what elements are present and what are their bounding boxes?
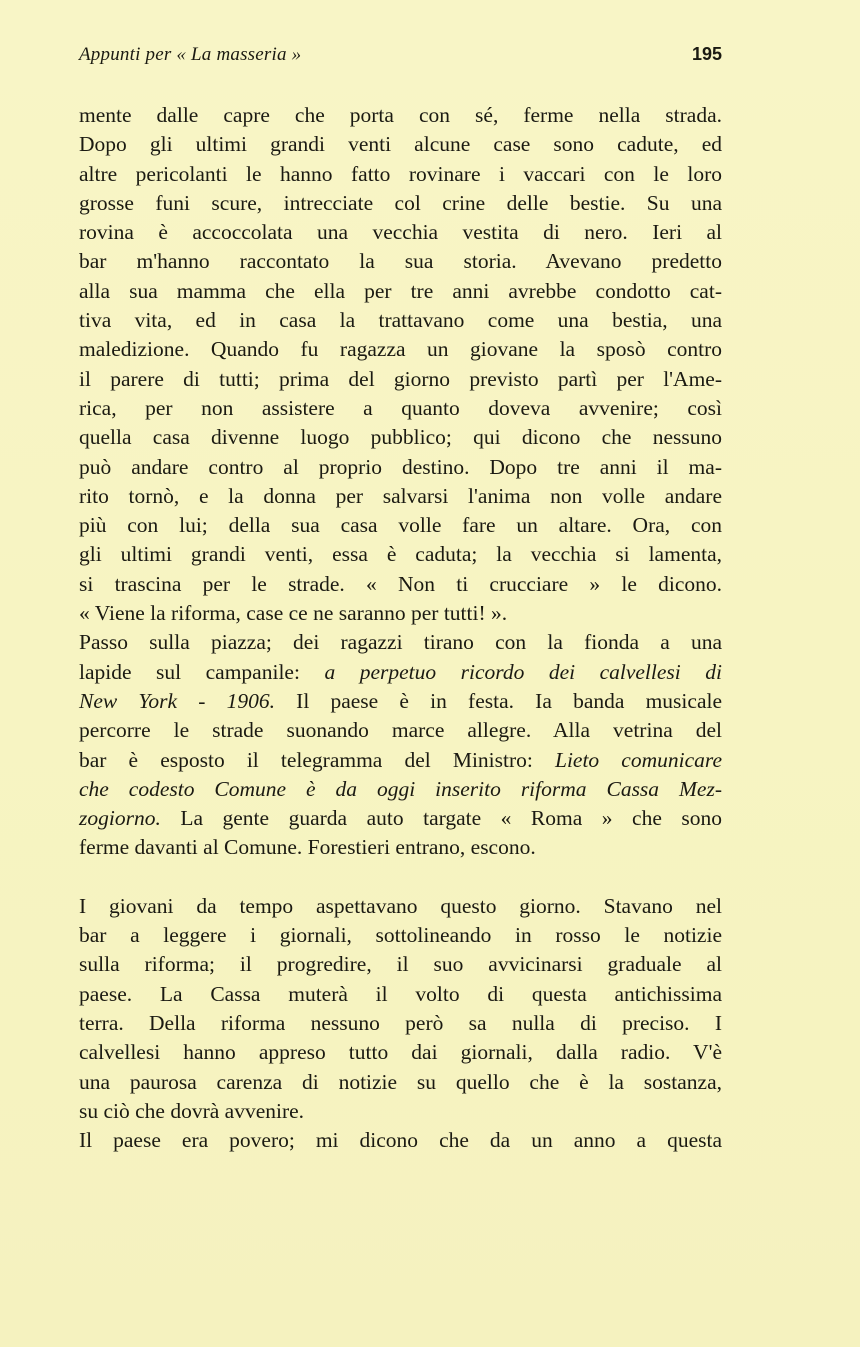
text-line (79, 921, 722, 950)
text-segment: bar m'hanno raccontato la sua storia. Avevano predetto (79, 249, 722, 274)
text-line (79, 482, 722, 511)
text-line (79, 335, 722, 364)
text-line (79, 1097, 722, 1126)
text-line (79, 160, 722, 189)
text-segment: una paurosa carenza di notizie su quello che è la sostanza, (79, 1069, 722, 1094)
text-segment: il parere di tutti; prima del giorno previsto partì per l'Ame- (79, 366, 722, 391)
italic-segment: zogiorno. (79, 806, 161, 831)
text-line (79, 1126, 722, 1155)
text-line (79, 599, 722, 628)
text-segment: rito tornò, e la donna per salvarsi l'anima non volle andare (79, 483, 722, 508)
text-line (79, 570, 722, 599)
text-line (79, 775, 722, 804)
text-line (79, 306, 722, 335)
paragraph-giovani (79, 892, 722, 1126)
italic-segment: che codesto Comune è da oggi inserito riforma Cassa Mez- (79, 776, 722, 801)
text-segment: alla sua mamma che ella per tre anni avrebbe condotto cat- (79, 278, 722, 303)
running-title: Appunti per « La masseria » (79, 44, 302, 65)
text-segment: può andare contro al proprio destino. Dopo tre anni il ma- (79, 454, 722, 479)
text-line (79, 189, 722, 218)
text-segment: altre pericolanti le hanno fatto rovinare i vaccari con le loro (79, 161, 722, 186)
text-segment: gli ultimi grandi venti, essa è caduta; la vecchia si lamenta, (79, 542, 722, 567)
section-break (79, 863, 722, 892)
running-head (79, 44, 722, 68)
text-line (79, 716, 722, 745)
text-segment: sulla riforma; il progredire, il suo avvicinarsi graduale al (79, 952, 722, 977)
text-segment: Il paese è in festa. Ia banda musicale (274, 688, 723, 713)
text-line (79, 101, 722, 130)
text-line (79, 247, 722, 276)
text-segment: rovina è accoccolata una vecchia vestita di nero. Ieri al (79, 220, 722, 245)
text-line (79, 130, 722, 159)
text-line (79, 658, 722, 687)
text-line (79, 453, 722, 482)
text-segment: La gente guarda auto targate « Roma » che sono (160, 806, 722, 831)
paragraph-paese (79, 1126, 722, 1155)
text-segment: terra. Della riforma nessuno però sa nulla di preciso. I (79, 1010, 722, 1035)
text-segment: bar è esposto il telegramma del Ministro: (79, 747, 555, 772)
text-segment: maledizione. Quando fu ragazza un giovane la sposò contro (79, 337, 722, 362)
text-line (79, 1038, 722, 1067)
text-segment: mente dalle capre che porta con sé, ferme nella strada. (79, 103, 722, 127)
text-line (79, 511, 722, 540)
text-line (79, 892, 722, 921)
text-segment: si trascina per le strade. « Non ti crucciare » le dicono. (79, 571, 722, 596)
text-line (79, 628, 722, 657)
text-segment: rica, per non assistere a quanto doveva avvenire; così (79, 395, 722, 420)
italic-segment: Lieto comunicare (554, 747, 722, 772)
text-segment: su ciò che dovrà avvenire. (79, 1098, 305, 1123)
page-number: 195 (691, 44, 722, 64)
text-segment: « Viene la riforma, case ce ne saranno per tutti! ». (79, 601, 508, 626)
text-segment: Il paese era povero; mi dicono che da un anno a questa (79, 1128, 722, 1153)
text-segment: lapide sul campanile: (79, 659, 325, 684)
text-line (79, 423, 722, 452)
text-line (79, 746, 722, 775)
text-segment: più con lui; della sua casa volle fare un altare. Ora, con (79, 513, 722, 538)
text-segment: calvellesi hanno appreso tutto dai giornali, dalla radio. V'è (79, 1040, 722, 1065)
text-line (79, 218, 722, 247)
paragraph-story (79, 101, 722, 628)
text-segment: paese. La Cassa muterà il volto di questa antichissima (79, 981, 722, 1006)
text-segment: tiva vita, ed in casa la trattavano come una bestia, una (79, 308, 722, 333)
text-segment: I giovani da tempo aspettavano questo giorno. Stavano nel (79, 893, 722, 918)
text-line (79, 365, 722, 394)
text-line (79, 950, 722, 979)
text-segment: ferme davanti al Comune. Forestieri entrano, escono. (79, 835, 536, 860)
text-segment: Passo sulla piazza; dei ragazzi tirano con la fionda a una (79, 630, 722, 655)
text-segment: percorre le strade suonando marce allegre. Alla vetrina del (79, 718, 722, 743)
text-line (79, 833, 722, 862)
text-segment: bar a leggere i giornali, sottolineando in rosso le notizie (79, 923, 722, 948)
body-text (79, 101, 722, 1155)
paragraph-piazza (79, 628, 722, 862)
italic-segment: New York - 1906. (79, 688, 275, 713)
italic-segment: a perpetuo ricordo dei calvellesi di (324, 659, 722, 684)
text-line (79, 980, 722, 1009)
text-segment: Dopo gli ultimi grandi venti alcune case sono cadute, ed (79, 132, 722, 157)
text-line (79, 540, 722, 569)
text-line (79, 1009, 722, 1038)
text-segment: grosse funi scure, intrecciate col crine delle bestie. Su una (79, 190, 722, 215)
text-line (79, 804, 722, 833)
text-line (79, 687, 722, 716)
text-segment: quella casa divenne luogo pubblico; qui dicono che nessuno (79, 425, 722, 450)
text-line (79, 277, 722, 306)
text-line (79, 394, 722, 423)
text-line (79, 1068, 722, 1097)
